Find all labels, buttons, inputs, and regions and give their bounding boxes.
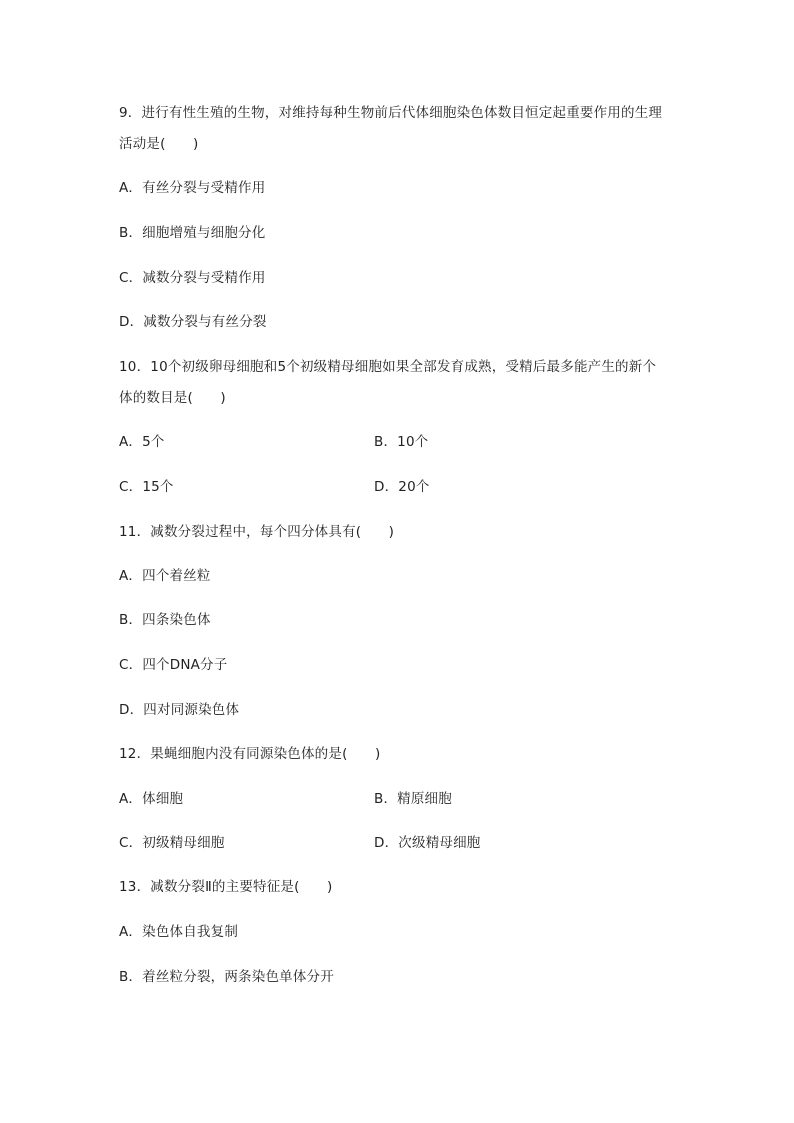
question-12-option-c: C．初级精母细胞 <box>119 835 225 851</box>
question-12-option-b: B．精原细胞 <box>374 791 452 807</box>
question-9-option-a: A．有丝分裂与受精作用 <box>119 180 266 196</box>
question-9-stem-line-2: 活动是( ) <box>119 136 199 152</box>
question-11-option-d: D．四对同源染色体 <box>119 702 240 718</box>
question-10-option-c: C．15个 <box>119 479 174 495</box>
question-12-option-a: A．体细胞 <box>119 791 184 807</box>
question-13-option-b: B．着丝粒分裂，两条染色单体分开 <box>119 969 334 985</box>
question-10-stem-line-1: 10．10个初级卵母细胞和5个初级精母细胞如果全部发育成熟，受精后最多能产生的新个 <box>119 359 657 375</box>
question-13-option-a: A．染色体自我复制 <box>119 924 239 940</box>
question-9-option-d: D．减数分裂与有丝分裂 <box>119 314 267 330</box>
question-11-option-b: B．四条染色体 <box>119 612 211 628</box>
question-9-option-c: C．减数分裂与受精作用 <box>119 270 266 286</box>
question-11-stem: 11．减数分裂过程中，每个四分体具有( ) <box>119 524 395 540</box>
question-10-option-b: B．10个 <box>374 434 429 450</box>
question-11-option-c: C．四个DNA分子 <box>119 657 228 673</box>
question-12-option-d: D．次级精母细胞 <box>374 835 481 851</box>
question-11-option-a: A．四个着丝粒 <box>119 568 211 584</box>
question-9-option-b: B．细胞增殖与细胞分化 <box>119 225 266 241</box>
question-13-stem: 13．减数分裂Ⅱ的主要特征是( ) <box>119 879 333 895</box>
question-10-option-a: A．5个 <box>119 434 165 450</box>
question-10-stem-line-2: 体的数目是( ) <box>119 390 226 406</box>
question-12-stem: 12．果蝇细胞内没有同源染色体的是( ) <box>119 746 381 762</box>
question-10-option-d: D．20个 <box>374 479 430 495</box>
question-9-stem-line-1: 9．进行有性生殖的生物，对维持每种生物前后代体细胞染色体数目恒定起重要作用的生理 <box>119 105 663 121</box>
